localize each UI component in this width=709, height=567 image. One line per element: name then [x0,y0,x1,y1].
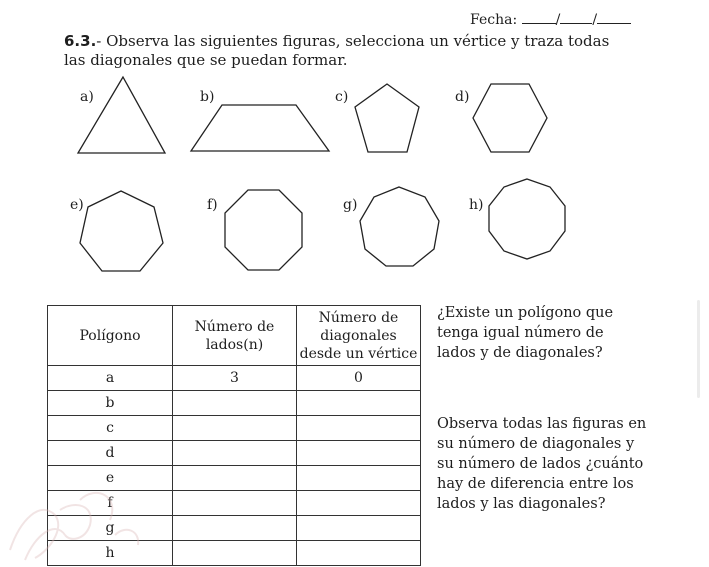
cell-polygon: g [48,516,173,541]
figure-label-b: b) [200,89,215,105]
cell-sides[interactable] [173,441,297,466]
cell-sides[interactable]: 3 [173,366,297,391]
cell-polygon: c [48,416,173,441]
cell-polygon: e [48,466,173,491]
octagon-icon[interactable] [225,190,302,270]
cell-sides[interactable] [173,466,297,491]
table-row [48,441,421,466]
header-sides: Número de lados(n) [173,306,297,366]
table-row [48,391,421,416]
figure-label-e: e) [70,197,84,213]
table-row [48,416,421,441]
trapezoid-icon[interactable] [191,105,329,151]
cell-diagonals[interactable] [297,466,421,491]
hexagon-icon[interactable] [473,84,547,152]
cell-polygon: f [48,491,173,516]
date-label: Fecha: [470,12,518,28]
cell-diagonals[interactable] [297,516,421,541]
figure-label-g: g) [343,197,358,213]
cell-polygon: b [48,391,173,416]
triangle-icon[interactable] [78,77,165,153]
heptagon-icon[interactable] [80,191,163,271]
header-polygon: Polígono [48,306,173,366]
question-1: ¿Existe un polígono que tenga igual número de lados y de diagonales? [437,305,614,361]
date-field: Fecha: / / [470,11,631,28]
cell-diagonals[interactable] [297,491,421,516]
exercise-number: 6.3. [64,32,97,50]
scrollbar[interactable] [697,300,700,398]
cell-diagonals[interactable] [297,391,421,416]
cell-polygon: d [48,441,173,466]
cell-sides[interactable] [173,491,297,516]
cell-diagonals[interactable]: 0 [297,366,421,391]
header-diagonals: Número de diagonales desde un vértice [297,306,421,366]
question-2: Observa todas las figuras en su número de diagonales y su número de lados ¿cuánto hay de diferencia entre los lados y las diagonales? [437,416,647,512]
cell-polygon: h [48,541,173,566]
cell-sides[interactable] [173,516,297,541]
table-header-row [48,306,421,366]
cell-sides[interactable] [173,391,297,416]
decagon-icon[interactable] [489,179,565,259]
cell-polygon: a [48,366,173,391]
figure-label-h: h) [469,197,484,213]
table-row [48,366,421,391]
nonagon-icon[interactable] [360,187,439,266]
cell-sides[interactable] [173,541,297,566]
cell-diagonals[interactable] [297,541,421,566]
cell-sides[interactable] [173,416,297,441]
cell-diagonals[interactable] [297,441,421,466]
watermark-icon [0,480,150,567]
cell-diagonals[interactable] [297,416,421,441]
figure-label-c: c) [335,89,349,105]
figure-label-f: f) [207,197,218,213]
figure-label-d: d) [455,89,470,105]
pentagon-icon[interactable] [355,84,419,152]
figure-label-a: a) [80,89,94,105]
exercise-text: - Observa las siguientes figuras, selecciona un vértice y traza todas las diagonales que se puedan formar. [64,32,610,69]
